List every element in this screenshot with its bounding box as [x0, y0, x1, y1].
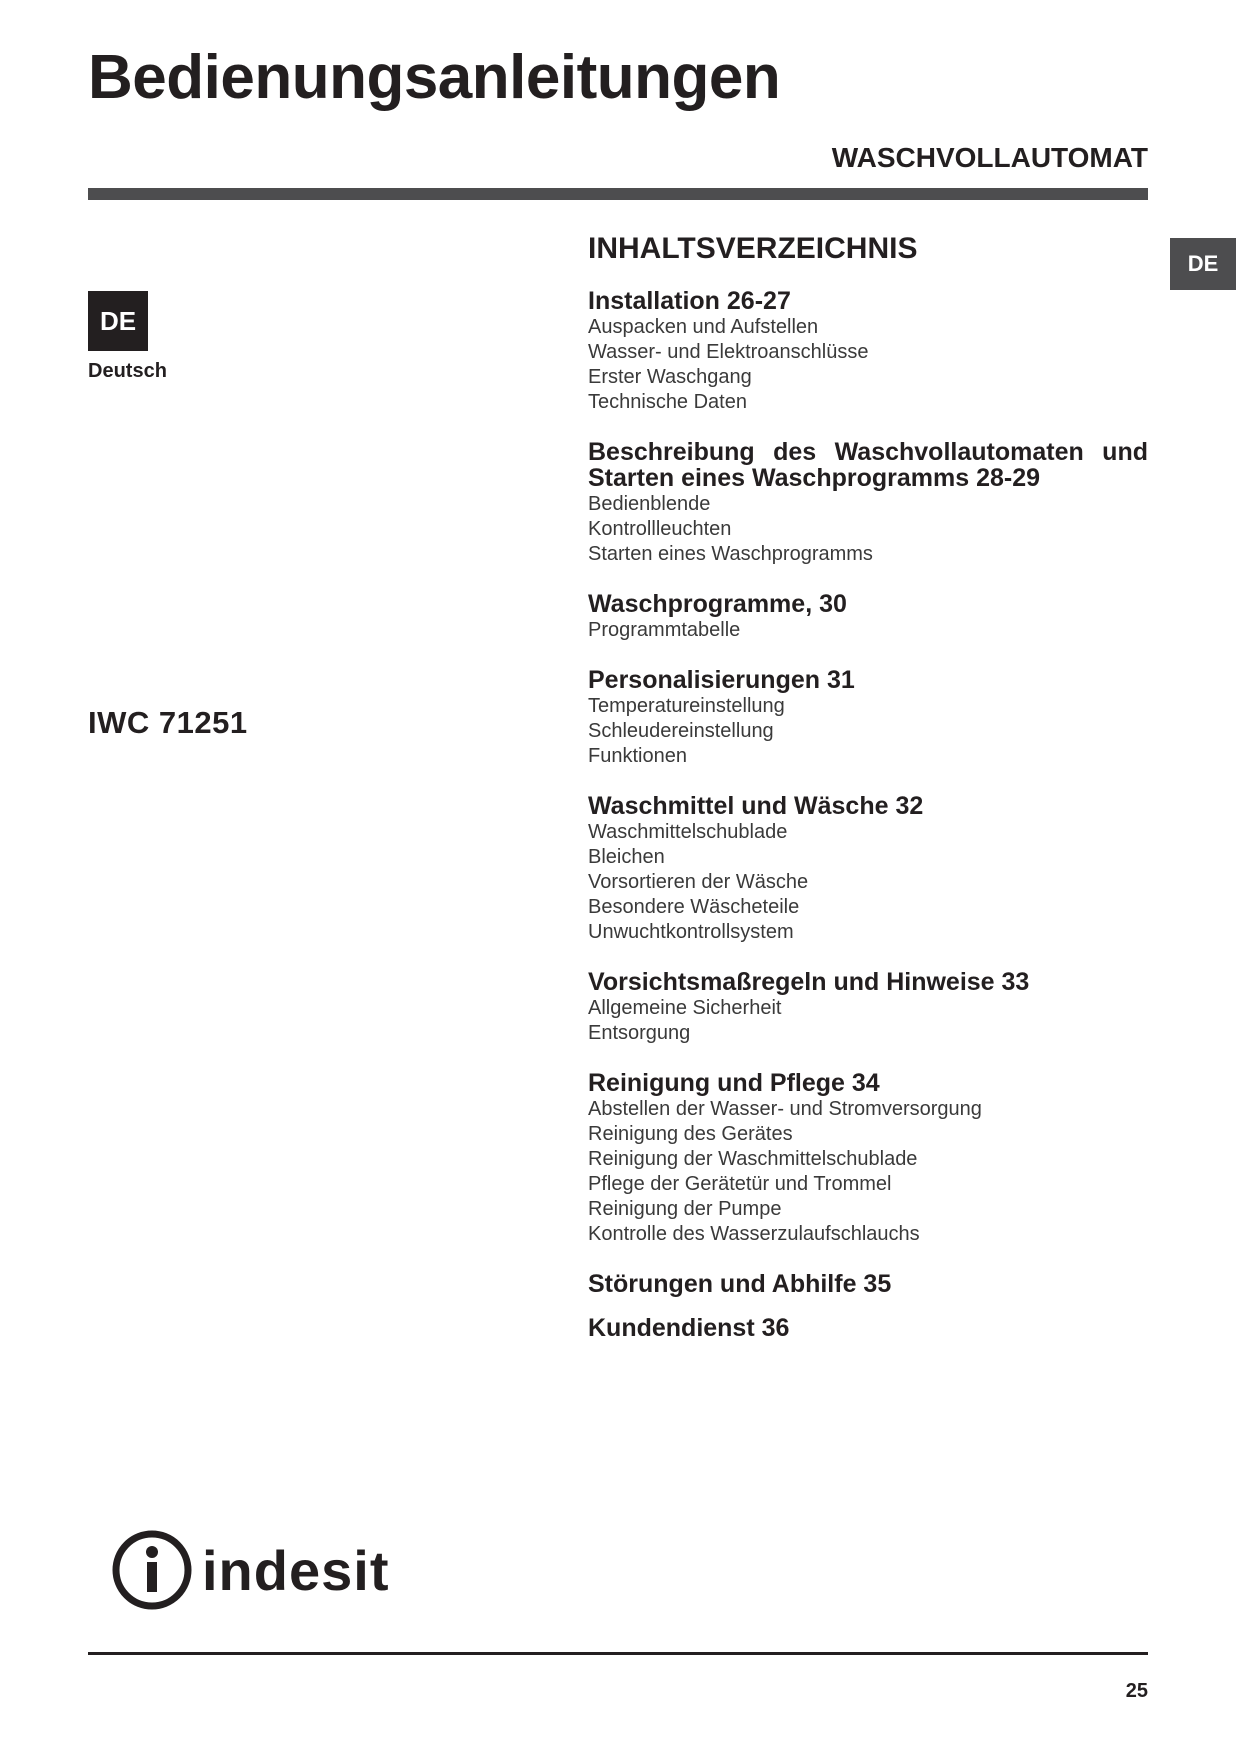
- toc-section-installation: [588, 288, 1148, 415]
- indesit-logo-icon: [110, 1528, 194, 1612]
- toc-item[interactable]: Schleudereinstellung: [588, 720, 774, 742]
- header-divider: [88, 188, 1148, 200]
- toc-item[interactable]: Temperatureinstellung: [588, 695, 785, 717]
- toc-item[interactable]: Bleichen: [588, 846, 665, 868]
- footer-divider: [88, 1652, 1148, 1655]
- toc-section-waschprogramme: [588, 591, 1148, 643]
- toc-item[interactable]: Auspacken und Aufstellen: [588, 316, 819, 338]
- language-tab[interactable]: DE: [1170, 238, 1236, 290]
- toc-item[interactable]: Programmtabelle: [588, 619, 741, 641]
- language-code-badge: DE: [88, 291, 148, 351]
- toc-section-title[interactable]: Kundendienst 36: [588, 1314, 790, 1342]
- toc-item[interactable]: Pflege der Gerätetür und Trommel: [588, 1173, 892, 1195]
- toc-item[interactable]: Starten eines Waschprogramms: [588, 543, 873, 565]
- toc-item[interactable]: Reinigung der Pumpe: [588, 1198, 782, 1220]
- toc-item[interactable]: Wasser- und Elektroanschlüsse: [588, 341, 869, 363]
- toc-item[interactable]: Vorsortieren der Wäsche: [588, 871, 809, 893]
- toc-section-title[interactable]: Waschmittel und Wäsche 32: [588, 792, 924, 820]
- toc-section-title[interactable]: Waschprogramme, 30: [588, 590, 847, 618]
- product-type: WASCHVOLLAUTOMAT: [831, 142, 1148, 173]
- toc-section-waschmittel: [588, 793, 1148, 945]
- toc-section-title[interactable]: Personalisierungen 31: [588, 666, 855, 694]
- toc-section-title[interactable]: Reinigung und Pflege 34: [588, 1069, 880, 1097]
- toc-section-title[interactable]: Installation 26-27: [588, 287, 791, 315]
- toc-item[interactable]: Reinigung des Gerätes: [588, 1123, 793, 1145]
- toc-item[interactable]: Technische Daten: [588, 391, 747, 413]
- toc-section-title[interactable]: Vorsichtsmaßregeln und Hinweise 33: [588, 968, 1030, 996]
- table-of-contents: [588, 232, 1148, 1365]
- model-number: IWC 71251: [88, 705, 248, 740]
- language-name: Deutsch: [88, 360, 167, 382]
- toc-item[interactable]: Kontrollleuchten: [588, 518, 732, 540]
- toc-item[interactable]: Allgemeine Sicherheit: [588, 997, 782, 1019]
- brand-logo: [110, 1530, 389, 1610]
- brand-name: indesit: [202, 1538, 390, 1602]
- toc-item[interactable]: Funktionen: [588, 745, 687, 767]
- toc-item[interactable]: Besondere Wäscheteile: [588, 896, 800, 918]
- toc-section-reinigung: [588, 1070, 1148, 1247]
- toc-section-kundendienst: [588, 1315, 1148, 1341]
- toc-section-vorsicht: [588, 969, 1148, 1046]
- toc-item[interactable]: Bedienblende: [588, 493, 711, 515]
- toc-section-title[interactable]: Störungen und Abhilfe 35: [588, 1270, 892, 1298]
- toc-item[interactable]: Entsorgung: [588, 1022, 691, 1044]
- toc-item[interactable]: Abstellen der Wasser- und Stromversorgung: [588, 1098, 982, 1120]
- toc-item[interactable]: Waschmittelschublade: [588, 821, 788, 843]
- toc-section-beschreibung: [588, 439, 1148, 567]
- toc-item[interactable]: Reinigung der Waschmittelschublade: [588, 1148, 918, 1170]
- page-number: 25: [1125, 1680, 1148, 1702]
- toc-section-title[interactable]: Beschreibung des Waschvollautomaten und Starten eines Waschprogramms 28-29: [588, 438, 1148, 492]
- document-title: Bedienungsanleitungen: [88, 43, 781, 112]
- toc-section-personalisierungen: [588, 667, 1148, 769]
- toc-section-stoerungen: [588, 1271, 1148, 1297]
- toc-heading: INHALTSVERZEICHNIS: [588, 232, 918, 265]
- toc-item[interactable]: Unwuchtkontrollsystem: [588, 921, 794, 943]
- toc-item[interactable]: Erster Waschgang: [588, 366, 752, 388]
- toc-item[interactable]: Kontrolle des Wasserzulaufschlauchs: [588, 1223, 920, 1245]
